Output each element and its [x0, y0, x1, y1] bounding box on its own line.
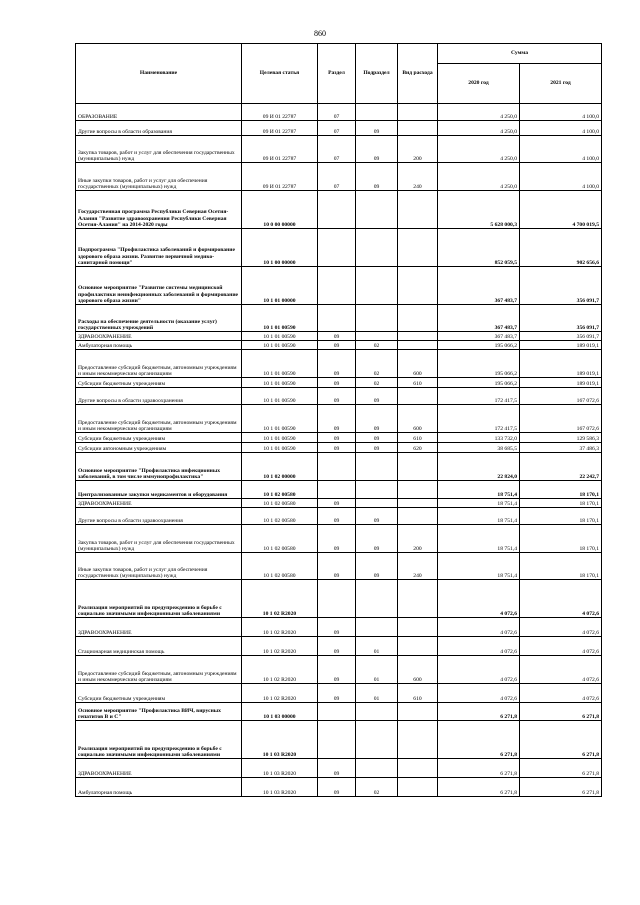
table-row: [76, 136, 602, 163]
row-amount-2021-cell: 4 072,6: [520, 580, 602, 618]
row-name-cell: ОБРАЗОВАНИЕ: [76, 104, 242, 121]
row-section-cell: [318, 191, 356, 229]
row-section-cell: 09: [318, 341, 356, 350]
row-expense-type-cell: [398, 332, 438, 341]
row-name-cell: Предоставление субсидий бюджетным, автономным учреждениям и иным некоммерческим организациям: [76, 350, 242, 378]
row-amount-2020-cell: 4 072,6: [438, 637, 520, 656]
table-row: [76, 637, 602, 656]
row-section-cell: [318, 267, 356, 305]
table-row: [76, 499, 602, 508]
row-target-cell: 09 И 01 22787: [242, 136, 318, 163]
row-target-cell: 10 1 02 R2020: [242, 580, 318, 618]
row-expense-type-cell: 240: [398, 163, 438, 191]
row-amount-2020-cell: 5 628 000,3: [438, 191, 520, 229]
row-subsection-cell: 09: [356, 443, 398, 453]
row-expense-type-cell: 620: [398, 443, 438, 453]
row-subsection-cell: 09: [356, 553, 398, 580]
row-name-cell: Закупка товаров, работ и услуг для обеспечения государственных (муниципальных) нужд: [76, 136, 242, 163]
table-row: [76, 121, 602, 136]
row-name-cell: ЗДРАВООХРАНЕНИЕ: [76, 618, 242, 637]
row-amount-2020-cell: 4 250,0: [438, 121, 520, 136]
row-subsection-cell: [356, 703, 398, 721]
row-target-cell: 10 1 01 00590: [242, 433, 318, 443]
row-amount-2020-cell: 172 417,5: [438, 405, 520, 433]
row-amount-2020-cell: 172 417,5: [438, 388, 520, 405]
budget-table: [75, 43, 602, 797]
row-name-cell: Иные закупки товаров, работ и услуг для обеспечения государственных (муниципальных) нужд: [76, 553, 242, 580]
row-expense-type-cell: [398, 703, 438, 721]
row-amount-2020-cell: 4 072,6: [438, 684, 520, 703]
row-section-cell: 09: [318, 332, 356, 341]
row-target-cell: 10 1 01 00590: [242, 443, 318, 453]
row-amount-2020-cell: 4 250,0: [438, 163, 520, 191]
table-row: [76, 525, 602, 553]
row-amount-2020-cell: 6 271,8: [438, 703, 520, 721]
row-target-cell: 10 1 02 R2020: [242, 684, 318, 703]
row-target-cell: 10 1 03 R2020: [242, 721, 318, 759]
row-expense-type-cell: [398, 759, 438, 778]
row-target-cell: 10 1 02 00580: [242, 499, 318, 508]
row-name-cell: Централизованные закупки медикаментов и оборудования: [76, 481, 242, 499]
row-target-cell: 09 И 01 22787: [242, 121, 318, 136]
row-expense-type-cell: 600: [398, 350, 438, 378]
row-target-cell: 10 1 02 00000: [242, 453, 318, 481]
row-amount-2020-cell: 4 250,0: [438, 104, 520, 121]
row-expense-type-cell: [398, 580, 438, 618]
row-subsection-cell: 01: [356, 656, 398, 684]
row-target-cell: 10 1 02 R2020: [242, 618, 318, 637]
table-row: [76, 580, 602, 618]
row-target-cell: 10 1 03 R2020: [242, 759, 318, 778]
row-subsection-cell: 02: [356, 778, 398, 797]
row-amount-2021-cell: 4 072,6: [520, 637, 602, 656]
row-expense-type-cell: [398, 508, 438, 525]
table-row: [76, 553, 602, 580]
row-subsection-cell: 09: [356, 136, 398, 163]
row-amount-2021-cell: 189 019,1: [520, 378, 602, 388]
row-subsection-cell: 01: [356, 637, 398, 656]
row-expense-type-cell: 200: [398, 136, 438, 163]
row-subsection-cell: 09: [356, 525, 398, 553]
row-expense-type-cell: [398, 341, 438, 350]
row-name-cell: Подпрограмма "Профилактика заболеваний и формирование здорового образа жизни. Развитие первичной медико-санитарной помощи": [76, 229, 242, 267]
table-row: [76, 759, 602, 778]
table-row: [76, 703, 602, 721]
table-row: [76, 481, 602, 499]
table-row: [76, 453, 602, 481]
table-row: [76, 433, 602, 443]
row-subsection-cell: 01: [356, 684, 398, 703]
row-section-cell: 09: [318, 778, 356, 797]
row-amount-2020-cell: 18 751,4: [438, 553, 520, 580]
page-number: 860: [314, 29, 326, 38]
row-name-cell: ЗДРАВООХРАНЕНИЕ: [76, 759, 242, 778]
row-name-cell: Предоставление субсидий бюджетным, автономным учреждениям и иным некоммерческим организациям: [76, 405, 242, 433]
row-expense-type-cell: 610: [398, 378, 438, 388]
row-section-cell: [318, 703, 356, 721]
row-section-cell: 09: [318, 405, 356, 433]
row-amount-2021-cell: 22 242,7: [520, 453, 602, 481]
row-amount-2020-cell: 6 271,8: [438, 778, 520, 797]
row-name-cell: Амбулаторная помощь: [76, 778, 242, 797]
row-expense-type-cell: [398, 388, 438, 405]
row-section-cell: 09: [318, 433, 356, 443]
row-amount-2021-cell: 18 170,1: [520, 508, 602, 525]
row-amount-2021-cell: 902 656,6: [520, 229, 602, 267]
row-amount-2021-cell: 189 019,1: [520, 341, 602, 350]
row-expense-type-cell: [398, 104, 438, 121]
table-row: [76, 163, 602, 191]
row-expense-type-cell: [398, 618, 438, 637]
row-amount-2020-cell: 4 072,6: [438, 580, 520, 618]
row-expense-type-cell: [398, 305, 438, 332]
row-amount-2021-cell: 4 100,0: [520, 136, 602, 163]
row-section-cell: 09: [318, 499, 356, 508]
row-amount-2020-cell: 18 751,4: [438, 508, 520, 525]
row-amount-2021-cell: 37 486,3: [520, 443, 602, 453]
row-name-cell: Предоставление субсидий бюджетным, автономным учреждениям и иным некоммерческим организациям: [76, 656, 242, 684]
row-subsection-cell: [356, 618, 398, 637]
table-row: [76, 508, 602, 525]
table-row: [76, 684, 602, 703]
row-expense-type-cell: [398, 267, 438, 305]
row-section-cell: 09: [318, 525, 356, 553]
row-amount-2021-cell: 18 170,1: [520, 481, 602, 499]
row-subsection-cell: [356, 305, 398, 332]
row-amount-2020-cell: 6 271,8: [438, 721, 520, 759]
row-amount-2021-cell: 356 091,7: [520, 305, 602, 332]
row-subsection-cell: [356, 332, 398, 341]
row-target-cell: 10 1 02 00580: [242, 481, 318, 499]
row-name-cell: Реализация мероприятий по предупреждению и борьбе с социально значимыми инфекционными заболеваниями: [76, 721, 242, 759]
row-subsection-cell: [356, 580, 398, 618]
row-amount-2021-cell: 6 271,8: [520, 721, 602, 759]
row-amount-2021-cell: 4 100,0: [520, 104, 602, 121]
table-row: [76, 267, 602, 305]
row-target-cell: 10 1 03 R2020: [242, 778, 318, 797]
row-expense-type-cell: [398, 229, 438, 267]
row-target-cell: 10 1 01 00590: [242, 405, 318, 433]
table-row: [76, 305, 602, 332]
row-amount-2021-cell: 6 271,8: [520, 778, 602, 797]
row-expense-type-cell: 600: [398, 656, 438, 684]
row-subsection-cell: 09: [356, 163, 398, 191]
row-subsection-cell: [356, 721, 398, 759]
row-target-cell: 10 1 02 00580: [242, 508, 318, 525]
row-target-cell: 10 1 03 00000: [242, 703, 318, 721]
table-row: [76, 332, 602, 341]
row-amount-2021-cell: 4 100,0: [520, 121, 602, 136]
row-subsection-cell: 09: [356, 121, 398, 136]
row-target-cell: 10 1 01 00590: [242, 305, 318, 332]
row-name-cell: Другие вопросы в области здравоохранения: [76, 388, 242, 405]
table-row: [76, 229, 602, 267]
row-expense-type-cell: 610: [398, 433, 438, 443]
row-section-cell: 09: [318, 443, 356, 453]
row-subsection-cell: [356, 453, 398, 481]
row-name-cell: Основное мероприятие "Развитие системы медицинской профилактики неинфекционных заболеваний и формирование здорового образа жизни": [76, 267, 242, 305]
row-amount-2020-cell: 4 072,6: [438, 618, 520, 637]
row-section-cell: 09: [318, 350, 356, 378]
row-expense-type-cell: 600: [398, 405, 438, 433]
row-expense-type-cell: 200: [398, 525, 438, 553]
row-name-cell: Государственная программа Республики Северная Осетия-Алания "Развитие здравоохранения Республики Северная Осетия-Алания" на 2014-2020 годы: [76, 191, 242, 229]
row-section-cell: 09: [318, 378, 356, 388]
row-name-cell: Субсидии бюджетным учреждениям: [76, 433, 242, 443]
row-target-cell: 09 И 01 22787: [242, 104, 318, 121]
row-expense-type-cell: [398, 453, 438, 481]
row-section-cell: 09: [318, 553, 356, 580]
row-target-cell: 10 1 00 00000: [242, 229, 318, 267]
row-subsection-cell: 09: [356, 388, 398, 405]
row-expense-type-cell: [398, 778, 438, 797]
row-subsection-cell: [356, 267, 398, 305]
table-row: [76, 341, 602, 350]
row-name-cell: Реализация мероприятий по предупреждению и борьбе с социально значимыми инфекционными заболеваниями: [76, 580, 242, 618]
row-name-cell: Стационарная медицинская помощь: [76, 637, 242, 656]
row-target-cell: 10 1 01 00000: [242, 267, 318, 305]
row-subsection-cell: [356, 499, 398, 508]
row-target-cell: 10 1 01 00590: [242, 388, 318, 405]
row-subsection-cell: [356, 229, 398, 267]
row-target-cell: 10 1 02 00580: [242, 525, 318, 553]
row-amount-2020-cell: 195 066,2: [438, 341, 520, 350]
row-amount-2020-cell: 18 751,4: [438, 525, 520, 553]
row-section-cell: 07: [318, 121, 356, 136]
row-name-cell: Основное мероприятие "Профилактика инфекционных заболеваний, в том числе иммунопрофилактика": [76, 453, 242, 481]
row-target-cell: 10 1 02 R2020: [242, 656, 318, 684]
row-subsection-cell: 02: [356, 350, 398, 378]
row-section-cell: 09: [318, 637, 356, 656]
row-amount-2020-cell: 195 066,2: [438, 350, 520, 378]
row-target-cell: 10 1 01 00590: [242, 378, 318, 388]
row-name-cell: Субсидии бюджетным учреждениям: [76, 684, 242, 703]
table-row: [76, 191, 602, 229]
row-name-cell: Амбулаторная помощь: [76, 341, 242, 350]
row-section-cell: 07: [318, 104, 356, 121]
table-body: [76, 104, 602, 797]
row-subsection-cell: 09: [356, 433, 398, 443]
row-target-cell: 10 1 01 00590: [242, 341, 318, 350]
row-section-cell: 09: [318, 618, 356, 637]
row-subsection-cell: [356, 191, 398, 229]
row-amount-2021-cell: 167 072,6: [520, 388, 602, 405]
row-amount-2020-cell: 367 483,7: [438, 267, 520, 305]
row-amount-2021-cell: 356 091,7: [520, 332, 602, 341]
row-name-cell: Другие вопросы в области здравоохранения: [76, 508, 242, 525]
row-amount-2020-cell: 4 072,6: [438, 656, 520, 684]
table-row: [76, 721, 602, 759]
row-amount-2021-cell: 4 072,6: [520, 684, 602, 703]
row-amount-2020-cell: 852 059,5: [438, 229, 520, 267]
row-amount-2020-cell: 6 271,8: [438, 759, 520, 778]
row-section-cell: 07: [318, 163, 356, 191]
row-subsection-cell: [356, 104, 398, 121]
row-expense-type-cell: [398, 191, 438, 229]
row-subsection-cell: [356, 759, 398, 778]
row-section-cell: 09: [318, 759, 356, 778]
row-section-cell: 09: [318, 684, 356, 703]
header-expense-type: Вид расхода: [398, 44, 438, 104]
row-target-cell: 10 1 02 00580: [242, 553, 318, 580]
row-name-cell: Закупка товаров, работ и услуг для обеспечения государственных (муниципальных) нужд: [76, 525, 242, 553]
row-section-cell: [318, 580, 356, 618]
table-row: [76, 405, 602, 433]
row-expense-type-cell: 610: [398, 684, 438, 703]
row-name-cell: ЗДРАВООХРАНЕНИЕ: [76, 499, 242, 508]
header-section: Раздел: [318, 44, 356, 104]
table-row: [76, 656, 602, 684]
row-amount-2021-cell: 189 019,1: [520, 350, 602, 378]
table-row: [76, 388, 602, 405]
row-name-cell: Другие вопросы в области образования: [76, 121, 242, 136]
row-section-cell: 07: [318, 136, 356, 163]
row-amount-2021-cell: 356 091,7: [520, 267, 602, 305]
row-amount-2020-cell: 133 732,0: [438, 433, 520, 443]
row-amount-2020-cell: 22 824,0: [438, 453, 520, 481]
header-target-article: Целевая статья: [242, 44, 318, 104]
row-section-cell: 09: [318, 388, 356, 405]
row-amount-2020-cell: 38 685,5: [438, 443, 520, 453]
row-amount-2020-cell: 4 250,0: [438, 136, 520, 163]
row-amount-2021-cell: 4 100,0: [520, 163, 602, 191]
header-year-2021: 2021 год: [520, 64, 602, 104]
row-amount-2021-cell: 18 170,1: [520, 525, 602, 553]
row-amount-2020-cell: 195 066,2: [438, 378, 520, 388]
table-row: [76, 378, 602, 388]
row-subsection-cell: 02: [356, 341, 398, 350]
row-expense-type-cell: 240: [398, 553, 438, 580]
row-target-cell: 10 0 00 00000: [242, 191, 318, 229]
row-section-cell: [318, 721, 356, 759]
row-target-cell: 10 1 02 R2020: [242, 637, 318, 656]
table-row: [76, 443, 602, 453]
row-subsection-cell: 09: [356, 405, 398, 433]
table-row: [76, 104, 602, 121]
row-amount-2021-cell: 4 700 019,5: [520, 191, 602, 229]
row-name-cell: ЗДРАВООХРАНЕНИЕ: [76, 332, 242, 341]
row-expense-type-cell: [398, 481, 438, 499]
row-amount-2021-cell: 4 072,6: [520, 618, 602, 637]
table-row: [76, 350, 602, 378]
row-expense-type-cell: [398, 499, 438, 508]
row-target-cell: 09 И 01 22787: [242, 163, 318, 191]
row-amount-2021-cell: 18 170,1: [520, 499, 602, 508]
row-amount-2021-cell: 6 271,8: [520, 759, 602, 778]
row-name-cell: Субсидии бюджетным учреждениям: [76, 378, 242, 388]
row-target-cell: 10 1 01 00590: [242, 332, 318, 341]
row-subsection-cell: 02: [356, 378, 398, 388]
row-expense-type-cell: [398, 121, 438, 136]
row-name-cell: Субсидии автономным учреждениям: [76, 443, 242, 453]
header-sum: Сумма: [438, 44, 602, 64]
row-subsection-cell: 09: [356, 508, 398, 525]
row-target-cell: 10 1 01 00590: [242, 350, 318, 378]
row-amount-2021-cell: 6 271,8: [520, 703, 602, 721]
row-amount-2021-cell: 129 586,3: [520, 433, 602, 443]
row-subsection-cell: [356, 481, 398, 499]
row-name-cell: Расходы на обеспечение деятельности (оказание услуг) государственных учреждений: [76, 305, 242, 332]
row-name-cell: Основное мероприятие "Профилактика ВИЧ, вирусных гепатитов В и С": [76, 703, 242, 721]
header-subsection: Подраздел: [356, 44, 398, 104]
row-amount-2020-cell: 367 483,7: [438, 305, 520, 332]
row-expense-type-cell: [398, 721, 438, 759]
row-amount-2020-cell: 367 483,7: [438, 332, 520, 341]
row-amount-2021-cell: 18 170,1: [520, 553, 602, 580]
row-section-cell: 09: [318, 656, 356, 684]
row-section-cell: [318, 481, 356, 499]
row-section-cell: [318, 305, 356, 332]
row-section-cell: [318, 229, 356, 267]
row-expense-type-cell: [398, 637, 438, 656]
header-year-2020: 2020 год: [438, 64, 520, 104]
row-amount-2021-cell: 167 072,6: [520, 405, 602, 433]
table-row: [76, 618, 602, 637]
header-name: Наименование: [76, 44, 242, 104]
row-amount-2020-cell: 18 751,4: [438, 481, 520, 499]
row-amount-2020-cell: 18 751,4: [438, 499, 520, 508]
row-section-cell: 09: [318, 508, 356, 525]
row-name-cell: Иные закупки товаров, работ и услуг для обеспечения государственных (муниципальных) нужд: [76, 163, 242, 191]
row-amount-2021-cell: 4 072,6: [520, 656, 602, 684]
table-row: [76, 778, 602, 797]
row-section-cell: [318, 453, 356, 481]
